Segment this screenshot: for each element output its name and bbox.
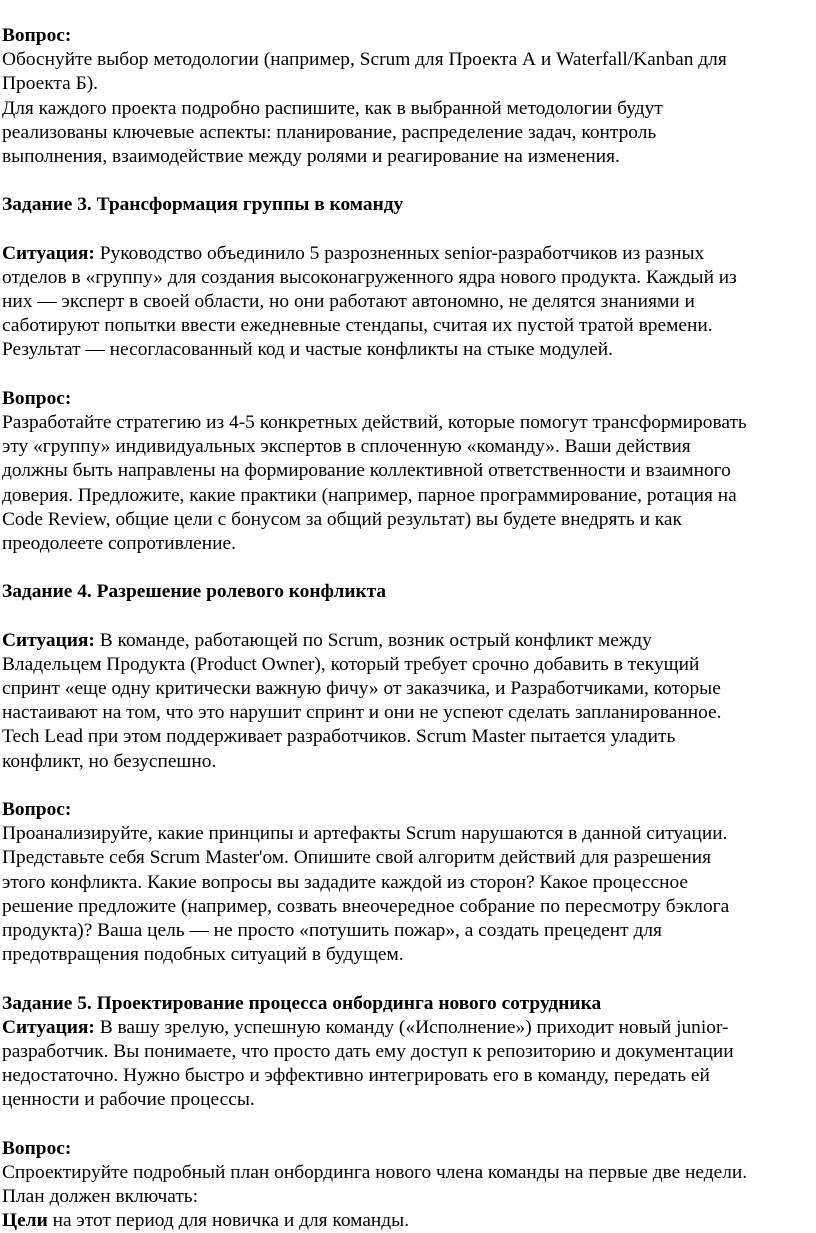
q2-line-3: Для каждого проекта подробно распишите, как в выбранной методологии будут: [2, 97, 663, 119]
task4-situation-first-line: [2, 629, 814, 653]
task3-question-line-1: Разработайте стратегию из 4-5 конкретных действий, которые помогут трансформировать: [2, 412, 747, 433]
task3-situation-text: Руководство объединило 5 разрозненных senior-разработчиков из разных: [94, 242, 705, 264]
task4-situation-line-4: настаивают на том, что это нарушит спринт и они не успеют сделать запланированное.: [2, 702, 722, 724]
task5-situation-line-4: ценности и рабочие процессы.: [2, 1089, 255, 1111]
task5-situation-text: В вашу зрелую, успешную команду («Исполнение») приходит новый junior-: [94, 1016, 729, 1038]
spacer: [2, 218, 814, 242]
task5-goals-line: [2, 1209, 814, 1233]
spacer: [2, 363, 814, 387]
q2-heading: Вопрос:: [2, 25, 72, 46]
task5-situation-first-line: [2, 1016, 814, 1040]
task3-situation-line-4: саботируют попытки ввести ежедневные стендапы, считая их пустой тратой времени.: [2, 315, 713, 337]
task3-question-heading: Вопрос:: [2, 387, 72, 409]
task4-question-line-1: Проанализируйте, какие принципы и артефакты Scrum нарушаются в данной ситуации.: [2, 823, 728, 845]
document-body: [2, 24, 814, 1233]
q2-line-4: реализованы ключевые аспекты: планирование, распределение задач, контроль: [2, 121, 657, 143]
task5-question-line-1: Спроектируйте подробный план онбординга нового члена команды на первые две недели.: [2, 1161, 748, 1183]
q2-line-1: Обоснуйте выбор методологии (например, Scrum для Проекта А и Waterfall/Kanban для: [2, 49, 727, 71]
task3-situation-label: Ситуация:: [2, 242, 95, 264]
spacer: [2, 774, 814, 798]
task5-question-heading: Вопрос:: [2, 1137, 72, 1159]
task5-situation-line-2: разработчик. Вы понимаете, что просто дать ему доступ к репозиторию и документации: [2, 1040, 734, 1062]
task4-question-line-6: предотвращения подобных ситуаций в будущем.: [2, 944, 404, 966]
task3-question-line-3: должны быть направлены на формирование коллективной ответственности и взаимного: [2, 460, 731, 482]
spacer: [2, 605, 814, 629]
q2-line-5: выполнения, взаимодействие между ролями и реагирование на изменения.: [2, 145, 620, 167]
spacer: [2, 1112, 814, 1136]
task4-situation-line-3: спринт «еще одну критически важную фичу» от заказчика, и Разработчиками, которые: [2, 678, 721, 700]
task3-question-line-6: преодолеете сопротивление.: [2, 532, 236, 554]
q2-line-2: Проекта Б).: [2, 73, 99, 95]
task3-situation-line-3: них — эксперт в своей области, но они работают автономно, не делятся знаниями и: [2, 291, 695, 313]
task3-question-line-4: доверия. Предложите, какие практики (например, парное программирование, ротация на: [2, 484, 737, 506]
task5-title: Задание 5. Проектирование процесса онбординга нового сотрудника: [2, 992, 602, 1014]
task3-question-line-2: эту «группу» индивидуальных экспертов в сплоченную «команду». Ваши действия: [2, 436, 691, 458]
spacer: [2, 169, 814, 193]
task3-title: Задание 3. Трансформация группы в команду: [2, 194, 404, 216]
task4-situation-line-2: Владельцем Продукта (Product Owner), который требует срочно добавить в текущий: [2, 653, 700, 675]
task4-question-line-2: Представьте себя Scrum Master'ом. Опишите свой алгоритм действий для разрешения: [2, 847, 712, 869]
task4-situation-line-6: конфликт, но безуспешно.: [2, 750, 217, 772]
task3-situation-line-2: отделов в «группу» для создания высоконагруженного ядра нового продукта. Каждый из: [2, 266, 737, 288]
task4-question-line-4: решение предложите (например, созвать внеочередное собрание по пересмотру бэклога: [2, 895, 730, 917]
task3-situation-line-5: Результат — несогласованный код и частые конфликты на стыке модулей.: [2, 339, 613, 361]
spacer: [2, 967, 814, 991]
task5-question-line-2: План должен включать:: [2, 1186, 199, 1207]
task4-situation-text: В команде, работающей по Scrum, возник острый конфликт между: [94, 629, 652, 651]
task5-situation-line-3: недостаточно. Нужно быстро и эффективно интегрировать его в команду, передать ей: [2, 1065, 710, 1087]
task4-title: Задание 4. Разрешение ролевого конфликта: [2, 581, 387, 603]
task4-question-heading: Вопрос:: [2, 799, 72, 820]
task4-question-line-5: продукта)? Ваша цель — не просто «потушить пожар», а создать прецедент для: [2, 919, 662, 941]
task4-situation-line-5: Tech Lead при этом поддерживает разработчиков. Scrum Master пытается уладить: [2, 726, 676, 748]
task5-goals-text: на этот период для новичка и для команды.: [47, 1210, 410, 1232]
task3-question-line-5: Code Review, общие цели с бонусом за общий результат) вы будете внедрять и как: [2, 508, 682, 530]
task4-situation-label: Ситуация:: [2, 629, 95, 651]
task5-goals-label: Цели: [2, 1210, 48, 1232]
task4-question-line-3: этого конфликта. Какие вопросы вы зададите каждой из сторон? Какое процессное: [2, 871, 689, 893]
spacer: [2, 556, 814, 580]
task3-situation-first-line: [2, 242, 814, 266]
task5-situation-label: Ситуация:: [2, 1016, 95, 1038]
